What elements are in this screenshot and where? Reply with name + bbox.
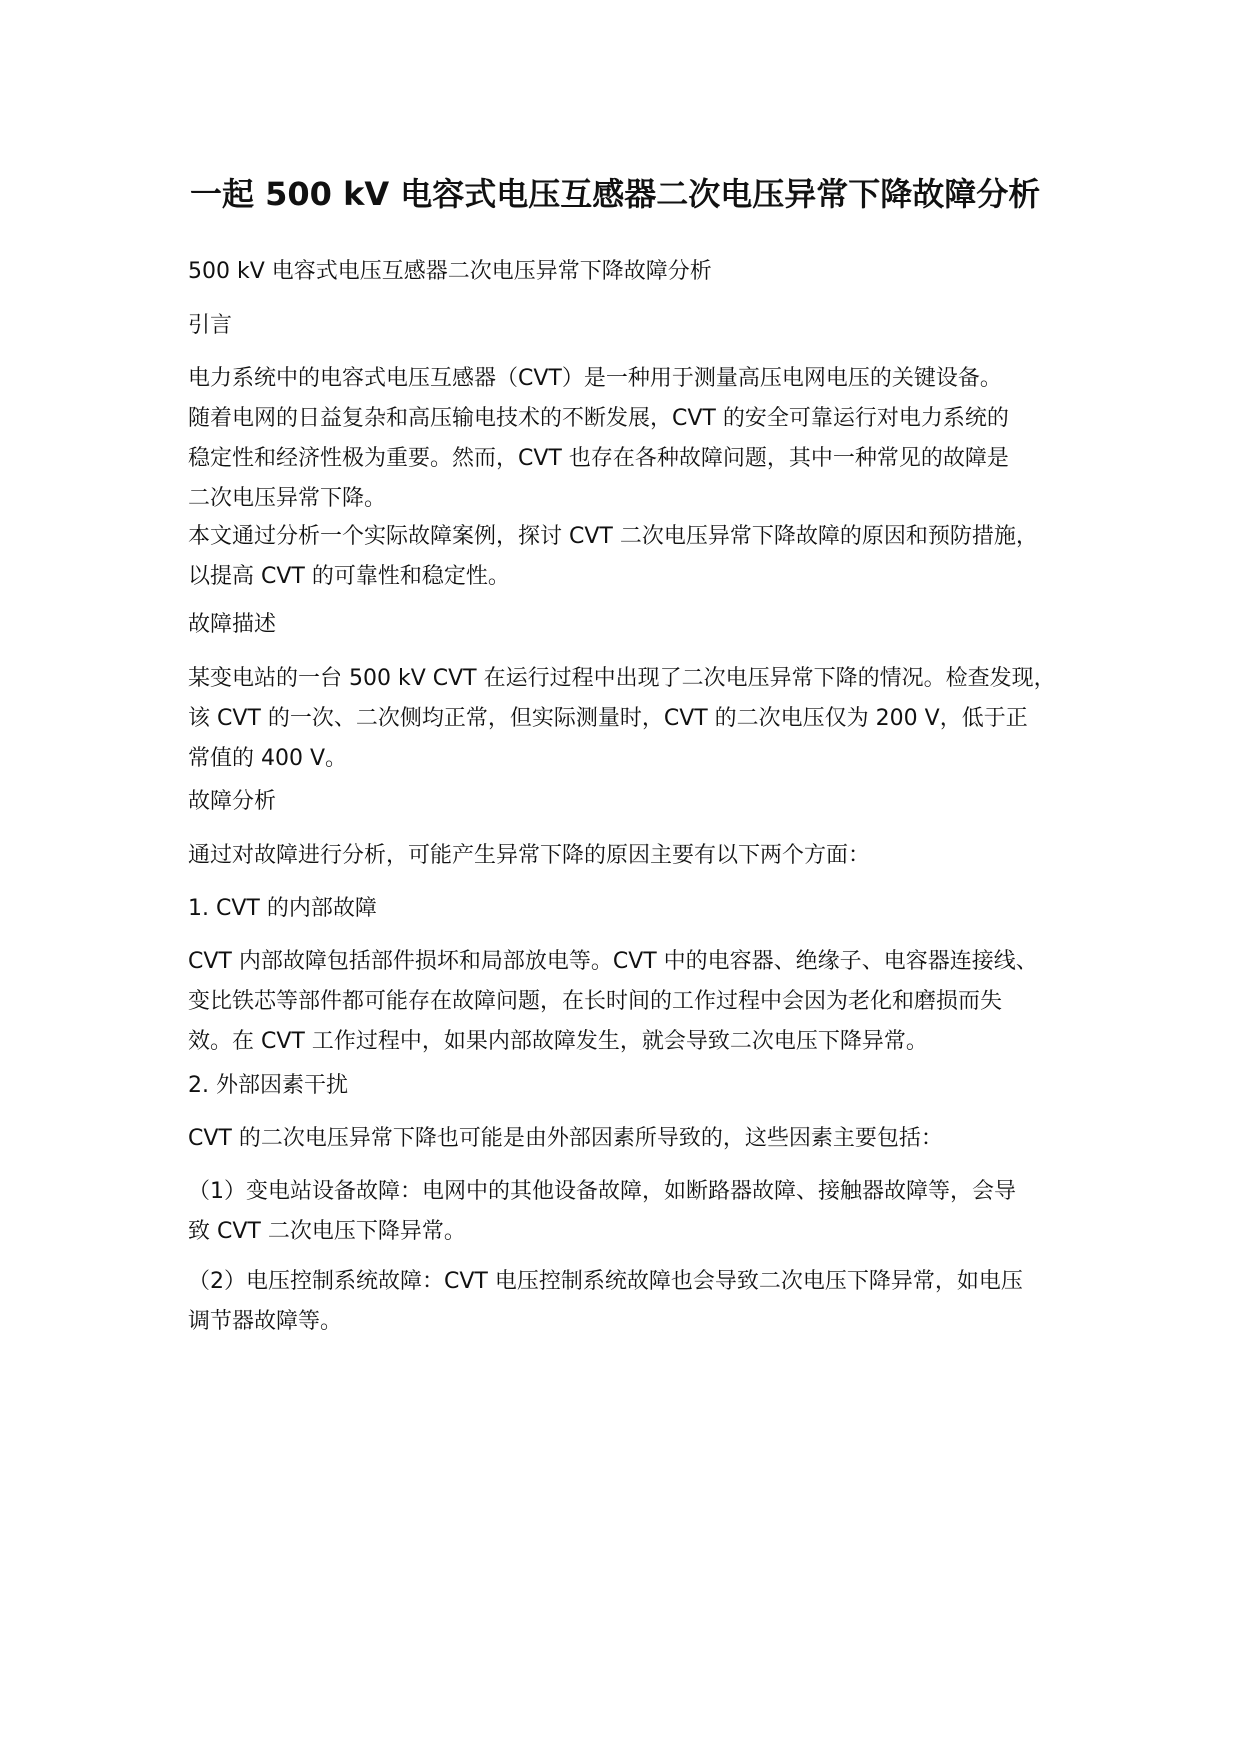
sub-item-1-paragraph [188,1172,1088,1252]
paragraph-line: CVT 内部故障包括部件损坏和局部放电等。CVT 中的电容器、绝缘子、电容器连接线、 [188,949,1038,974]
paragraph-line: 某变电站的一台 500 kV CVT 在运行过程中出现了二次电压异常下降的情况。检查发现， [188,666,1056,691]
section-heading-intro [188,306,1088,346]
section-heading-fault-analysis [188,782,1088,822]
paragraph-line: 通过对故障进行分析，可能产生异常下降的原因主要有以下两个方面： [188,843,871,868]
item-2-heading [188,1066,1088,1106]
paragraph-line: 变比铁芯等部件都可能存在故障问题，在长时间的工作过程中会因为老化和磨损而失 [188,989,1003,1014]
sub-item-2-paragraph [188,1262,1088,1342]
fault-desc-heading-text: 故障描述 [188,612,277,637]
paragraph-line: 二次电压异常下降。 [188,486,387,511]
section-heading-fault-description [188,605,1088,645]
item-2-paragraph [188,1119,1088,1159]
item-2-heading-text: 2. 外部因素干扰 [188,1073,348,1098]
intro-paragraph-2 [188,517,1088,597]
paragraph-line: 稳定性和经济性极为重要。然而，CVT 也存在各种故障问题，其中一种常见的故障是 [188,446,1009,471]
paragraph-line: 随着电网的日益复杂和高压输电技术的不断发展，CVT 的安全可靠运行对电力系统的 [188,406,1009,431]
fault-analysis-paragraph [188,836,1088,876]
paragraph-line: 本文通过分析一个实际故障案例，探讨 CVT 二次电压异常下降故障的原因和预防措施， [188,524,1038,549]
item-1-paragraph [188,942,1088,1062]
paragraph-line: 致 CVT 二次电压下降异常。 [188,1219,466,1244]
paragraph-line: （2）电压控制系统故障：CVT 电压控制系统故障也会导致二次电压下降异常，如电压 [188,1269,1023,1294]
subtitle-text: 500 kV 电容式电压互感器二次电压异常下降故障分析 [188,259,712,284]
fault-description-paragraph [188,659,1088,779]
paragraph-line: 以提高 CVT 的可靠性和稳定性。 [188,564,510,589]
intro-paragraph-1 [188,359,1088,519]
fault-analysis-heading-text: 故障分析 [188,789,277,814]
item-1-heading-text: 1. CVT 的内部故障 [188,896,377,921]
item-1-heading [188,889,1088,929]
document-subtitle [188,252,1088,292]
paragraph-line: （1）变电站设备故障：电网中的其他设备故障，如断路器故障、接触器故障等，会导 [188,1179,1016,1204]
paragraph-line: 常值的 400 V。 [188,746,348,771]
paragraph-line: 效。在 CVT 工作过程中，如果内部故障发生，就会导致二次电压下降异常。 [188,1029,928,1054]
paragraph-line: CVT 的二次电压异常下降也可能是由外部因素所导致的，这些因素主要包括： [188,1126,943,1151]
document-title: 一起 500 kV 电容式电压互感器二次电压异常下降故障分析 [190,175,1041,213]
paragraph-line: 电力系统中的电容式电压互感器（CVT）是一种用于测量高压电网电压的关键设备。 [188,366,1002,391]
paragraph-line: 该 CVT 的一次、二次侧均正常，但实际测量时，CVT 的二次电压仅为 200 V，低于正 [188,706,1028,731]
intro-heading-text: 引言 [188,313,233,338]
paragraph-line: 调节器故障等。 [188,1309,343,1334]
